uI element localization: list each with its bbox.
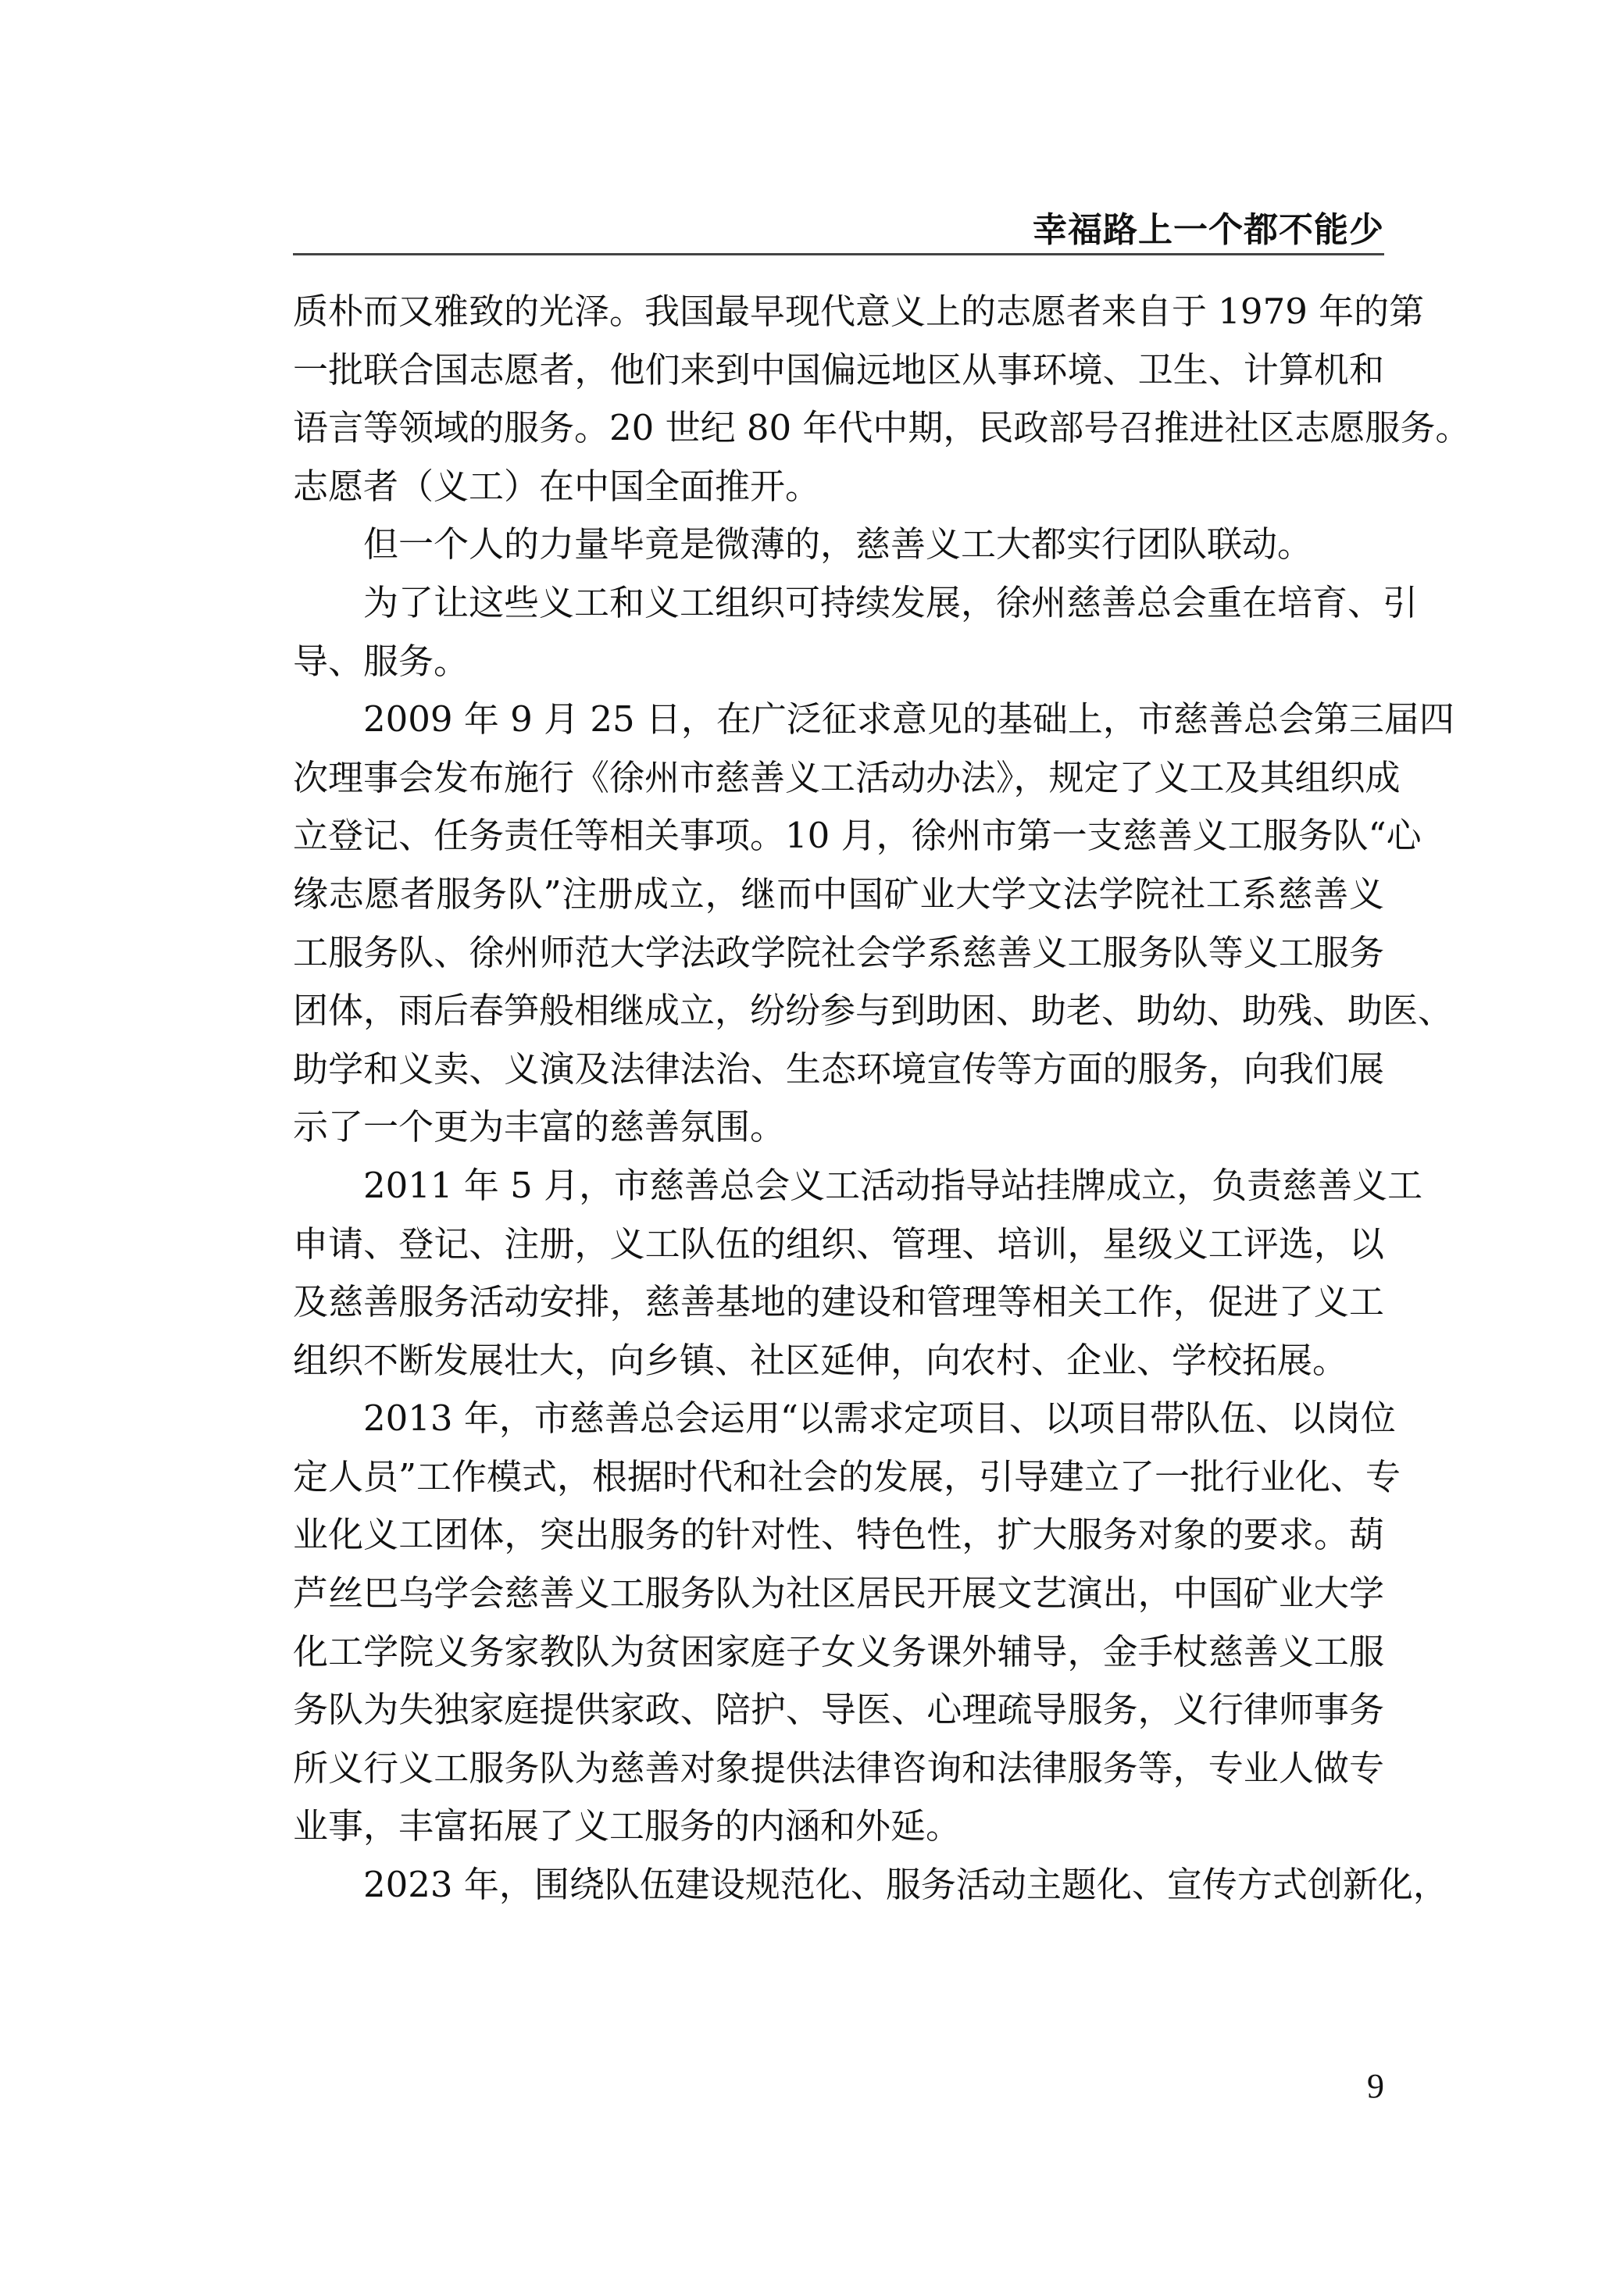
- text-line: 助学和义卖、义演及法律法治、生态环境宣传等方面的服务，向我们展: [293, 1048, 1384, 1090]
- running-title: 幸福路上一个都不能少: [1033, 210, 1384, 250]
- text-line: 业化义工团体，突出服务的针对性、特色性，扩大服务对象的要求。葫: [293, 1514, 1384, 1556]
- text-line: 一批联合国志愿者，他们来到中国偏远地区从事环境、卫生、计算机和: [293, 348, 1384, 391]
- text-line: 所义行义工服务队为慈善对象提供法律咨询和法律服务等，专业人做专: [293, 1747, 1384, 1789]
- text-line: 2011 年 5 月，市慈善总会义工活动指导站挂牌成立，负责慈善义工: [363, 1164, 1423, 1206]
- text-line: 团体，雨后春笋般相继成立，纷纷参与到助困、助老、助幼、助残、助医、: [293, 990, 1454, 1032]
- text-line: 2013 年，市慈善总会运用“以需求定项目、以项目带队伍、以岗位: [363, 1397, 1396, 1440]
- text-line: 芦丝巴乌学会慈善义工服务队为社区居民开展文艺演出，中国矿业大学: [293, 1572, 1384, 1615]
- text-line: 务队为失独家庭提供家政、陪护、导医、心理疏导服务，义行律师事务: [293, 1689, 1384, 1731]
- text-line: 工服务队、徐州师范大学法政学院社会学系慈善义工服务队等义工服务: [293, 931, 1384, 973]
- text-line: 及慈善服务活动安排，慈善基地的建设和管理等相关工作，促进了义工: [293, 1281, 1384, 1323]
- text-line: 语言等领域的服务。20 世纪 80 年代中期，民政部号召推进社区志愿服务。: [293, 407, 1471, 449]
- text-line: 为了让这些义工和义工组织可持续发展，徐州慈善总会重在培育、引: [363, 581, 1419, 623]
- text-line: 2009 年 9 月 25 日，在广泛征求意见的基础上，市慈善总会第三届四: [363, 698, 1454, 741]
- text-line: 次理事会发布施行《徐州市慈善义工活动办法》，规定了义工及其组织成: [293, 756, 1401, 798]
- page-number: 9: [1367, 2067, 1384, 2105]
- text-line: 立登记、任务责任等相关事项。10 月，徐州市第一支慈善义工服务队“心: [293, 815, 1422, 857]
- text-line: 2023 年，围绕队伍建设规范化、服务活动主题化、宣传方式创新化，: [363, 1864, 1448, 1906]
- body-text: [293, 283, 1471, 1915]
- running-header: [293, 202, 1384, 256]
- text-line: 缘志愿者服务队”注册成立，继而中国矿业大学文法学院社工系慈善义: [293, 873, 1384, 915]
- text-line: 定人员”工作模式，根据时代和社会的发展，引导建立了一批行业化、专: [293, 1455, 1401, 1497]
- text-line: 志愿者（义工）在中国全面推开。: [293, 465, 821, 507]
- text-line: 化工学院义务家教队为贫困家庭子女义务课外辅导，金手杖慈善义工服: [293, 1630, 1384, 1672]
- text-line: 申请、登记、注册，义工队伍的组织、管理、培训，星级义工评选，以: [293, 1222, 1384, 1265]
- text-line: 质朴而又雅致的光泽。我国最早现代意义上的志愿者来自于 1979 年的第: [293, 291, 1425, 332]
- text-line: 示了一个更为丰富的慈善氛围。: [293, 1106, 786, 1148]
- text-line: 导、服务。: [293, 640, 469, 682]
- text-line: 但一个人的力量毕竟是微薄的，慈善义工大都实行团队联动。: [363, 523, 1313, 566]
- text-line: 业事，丰富拓展了义工服务的内涵和外延。: [293, 1805, 962, 1847]
- header-rule: [293, 253, 1384, 255]
- text-line: 组织不断发展壮大，向乡镇、社区延伸，向农村、企业、学校拓展。: [293, 1339, 1348, 1381]
